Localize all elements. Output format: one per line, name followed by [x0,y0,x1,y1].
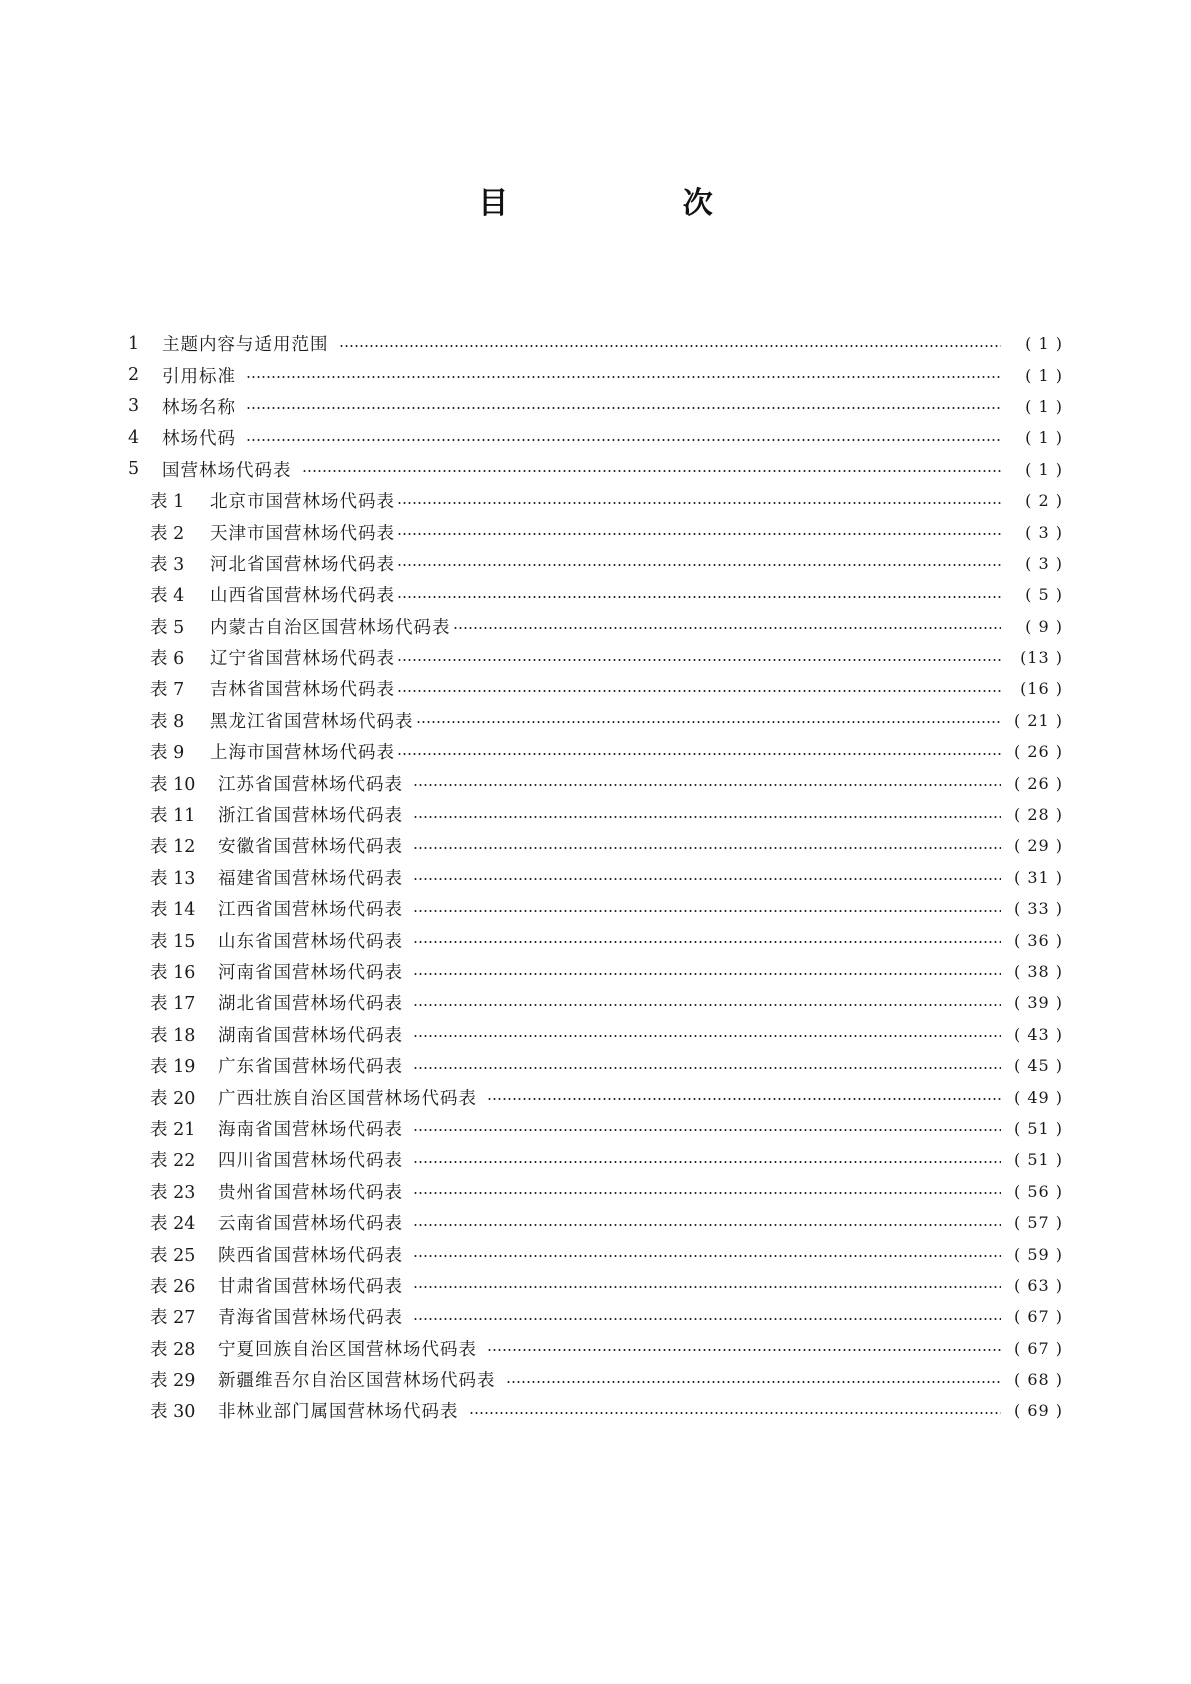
dot-leader [397,502,1001,504]
toc-table-label: 广西壮族自治区国营林场代码表 [218,1088,477,1109]
toc-table-number: 表 21 [150,1119,196,1140]
toc-entry-number: 4 [128,427,140,448]
toc-table-entry[interactable] [128,516,1063,547]
toc-entry-label: 林场名称 [162,397,236,418]
toc-table-number: 表 2 [150,523,185,544]
toc-table-entry[interactable] [128,862,1063,893]
toc-table-page: ( 67 ) [1013,1307,1063,1327]
toc-table-number: 表 14 [150,900,196,921]
toc-table-number: 表 10 [150,774,196,795]
toc-table-page: ( 33 ) [1013,899,1063,919]
toc-table-page: ( 36 ) [1013,930,1063,950]
dot-leader [413,878,1001,880]
toc-table-page: ( 2 ) [1025,491,1063,511]
toc-table-page: ( 9 ) [1025,616,1063,636]
toc-table-page: ( 38 ) [1013,962,1063,981]
dot-leader [413,1129,1001,1131]
toc-table-page: (13 ) [1020,648,1063,668]
toc-table-entry[interactable] [128,736,1063,767]
dot-leader [413,941,1001,943]
toc-table-page: ( 29 ) [1013,836,1063,856]
toc-table-page: ( 39 ) [1013,993,1063,1013]
dot-leader [246,407,1001,409]
toc-table-page: ( 69 ) [1013,1401,1063,1421]
table-of-contents [128,328,1063,1427]
toc-table-page: ( 59 ) [1013,1244,1063,1264]
toc-table-entry[interactable] [128,830,1063,861]
toc-entry-page: ( 1 ) [1025,459,1063,479]
toc-entry-label: 国营林场代码表 [162,460,292,481]
toc-table-number: 表 6 [150,649,185,670]
toc-table-page: ( 26 ) [1013,773,1063,793]
toc-table-entry[interactable] [128,1333,1063,1364]
toc-table-number: 表 4 [150,586,185,607]
toc-table-number: 表 11 [150,806,196,827]
toc-table-entry[interactable] [128,893,1063,924]
toc-table-label: 湖北省国营林场代码表 [218,994,403,1015]
toc-table-label: 湖南省国营林场代码表 [218,1025,403,1046]
dot-leader [397,690,1001,692]
toc-entry-page: ( 1 ) [1025,365,1063,385]
toc-entry[interactable] [128,328,1063,359]
toc-table-entry[interactable] [128,579,1063,610]
toc-table-label: 青海省国营林场代码表 [218,1308,403,1329]
toc-table-label: 陕西省国营林场代码表 [218,1245,403,1266]
dot-leader [487,1098,1001,1100]
toc-table-label: 黑龙江省国营林场代码表 [210,711,414,732]
toc-table-number: 表 19 [150,1057,196,1078]
toc-table-label: 浙江省国营林场代码表 [218,806,403,827]
dot-leader [397,753,1001,755]
page-title: 目 次 [478,186,795,221]
dot-leader [469,1412,1002,1414]
dot-leader [487,1349,1001,1351]
toc-table-entry[interactable] [128,1395,1063,1426]
toc-entry-number: 5 [128,459,140,480]
toc-table-page: ( 28 ) [1013,805,1063,825]
dot-leader [413,784,1001,786]
toc-table-label: 宁夏回族自治区国营林场代码表 [218,1339,477,1360]
toc-table-page: ( 51 ) [1013,1150,1063,1170]
toc-table-number: 表 15 [150,931,196,952]
dot-leader [339,345,1002,347]
toc-table-entry[interactable] [128,924,1063,955]
toc-table-entry[interactable] [128,1050,1063,1081]
toc-table-number: 表 22 [150,1151,196,1172]
toc-table-number: 表 29 [150,1371,196,1392]
toc-table-page: ( 51 ) [1013,1118,1063,1138]
toc-entry-label: 引用标准 [162,366,236,387]
dot-leader [413,973,1001,975]
toc-table-number: 表 26 [150,1276,196,1297]
toc-table-page: ( 68 ) [1013,1370,1063,1390]
dot-leader [397,659,1001,661]
toc-table-label: 非林业部门属国营林场代码表 [218,1402,459,1423]
toc-table-entry[interactable] [128,485,1063,516]
toc-table-number: 表 5 [150,617,185,638]
dot-leader [397,596,1001,598]
toc-table-entry[interactable] [128,1113,1063,1144]
dot-leader [453,627,1002,629]
toc-table-label: 福建省国营林场代码表 [218,868,403,889]
dot-leader [413,1004,1001,1006]
toc-table-label: 甘肃省国营林场代码表 [218,1276,403,1297]
toc-table-number: 表 18 [150,1025,196,1046]
toc-table-page: ( 31 ) [1013,867,1063,887]
toc-entry-page: ( 1 ) [1025,396,1063,416]
toc-table-number: 表 1 [150,492,185,513]
toc-entry-number: 2 [128,365,140,386]
toc-table-label: 江西省国营林场代码表 [218,900,403,921]
toc-table-label: 广东省国营林场代码表 [218,1057,403,1078]
toc-table-entry[interactable] [128,705,1063,736]
toc-table-label: 辽宁省国营林场代码表 [210,649,395,670]
toc-table-page: ( 26 ) [1013,742,1063,762]
toc-table-label: 河北省国营林场代码表 [210,554,395,575]
dot-leader [246,439,1001,441]
dot-leader [413,1161,1001,1163]
toc-table-page: ( 3 ) [1025,553,1063,573]
dot-leader [416,721,1002,723]
dot-leader [413,1035,1001,1037]
toc-table-number: 表 27 [150,1308,196,1329]
dot-leader [413,816,1001,818]
toc-table-page: ( 45 ) [1013,1056,1063,1076]
toc-table-number: 表 13 [150,868,196,889]
toc-table-label: 北京市国营林场代码表 [210,492,395,513]
toc-table-entry[interactable] [128,799,1063,830]
toc-table-entry[interactable] [128,1019,1063,1050]
dot-leader [397,564,1001,566]
toc-entry[interactable] [128,454,1063,485]
toc-table-entry[interactable] [128,1364,1063,1395]
toc-entry-label: 林场代码 [162,429,236,450]
toc-table-label: 新疆维吾尔自治区国营林场代码表 [218,1371,496,1392]
toc-table-entry[interactable] [128,1270,1063,1301]
toc-table-page: ( 43 ) [1013,1024,1063,1044]
toc-table-label: 云南省国营林场代码表 [218,1214,403,1235]
toc-table-entry[interactable] [128,548,1063,579]
toc-table-entry[interactable] [128,1144,1063,1175]
toc-table-number: 表 12 [150,837,196,858]
toc-entry-page: ( 1 ) [1025,428,1063,448]
toc-entry[interactable] [128,422,1063,453]
dot-leader [413,910,1001,912]
toc-table-page: ( 56 ) [1013,1181,1063,1201]
toc-table-label: 内蒙古自治区国营林场代码表 [210,617,451,638]
toc-table-label: 河南省国营林场代码表 [218,963,403,983]
toc-table-number: 表 28 [150,1339,196,1360]
dot-leader [413,1067,1001,1069]
toc-table-label: 江苏省国营林场代码表 [218,774,403,795]
toc-table-entry[interactable] [128,987,1063,1018]
toc-table-number: 表 30 [150,1402,196,1423]
dot-leader [413,1224,1001,1226]
toc-table-label: 天津市国营林场代码表 [210,523,395,544]
dot-leader [413,1192,1001,1194]
dot-leader [413,1286,1001,1288]
toc-entry-label: 主题内容与适用范围 [162,335,329,356]
dot-leader [413,1255,1001,1257]
toc-table-number: 表 23 [150,1182,196,1203]
toc-table-number: 表 24 [150,1214,196,1235]
toc-table-page: ( 5 ) [1025,585,1063,605]
toc-table-number: 表 16 [150,963,196,983]
toc-table-entry[interactable] [128,1238,1063,1269]
toc-table-entry[interactable] [128,1176,1063,1207]
toc-table-page: ( 57 ) [1013,1213,1063,1233]
dot-leader [506,1381,1002,1383]
dot-leader [413,1318,1001,1320]
toc-table-entry[interactable] [128,1081,1063,1112]
toc-table-entry[interactable] [128,673,1063,704]
toc-table-entry[interactable] [128,642,1063,673]
toc-table-entry[interactable] [128,956,1063,987]
toc-table-label: 安徽省国营林场代码表 [218,837,403,858]
toc-entry-number: 3 [128,396,140,417]
toc-table-page: ( 49 ) [1013,1087,1063,1107]
toc-table-entry[interactable] [128,1301,1063,1332]
toc-table-label: 贵州省国营林场代码表 [218,1182,403,1203]
toc-table-page: (16 ) [1020,679,1063,699]
toc-table-number: 表 17 [150,994,196,1015]
toc-table-entry[interactable] [128,767,1063,798]
toc-table-label: 吉林省国营林场代码表 [210,680,395,701]
toc-entry-number: 1 [128,333,140,354]
toc-entry-page: ( 1 ) [1025,334,1063,354]
toc-table-number: 表 25 [150,1245,196,1266]
toc-table-entry[interactable] [128,611,1063,642]
toc-table-number: 表 7 [150,680,185,701]
toc-table-number: 表 20 [150,1088,196,1109]
toc-entry[interactable] [128,391,1063,422]
toc-table-label: 上海市国营林场代码表 [210,743,395,764]
toc-table-label: 四川省国营林场代码表 [218,1151,403,1172]
dot-leader [302,470,1002,472]
toc-table-page: ( 67 ) [1013,1338,1063,1358]
dot-leader [246,376,1001,378]
toc-table-number: 表 3 [150,554,185,575]
dot-leader [397,533,1001,535]
dot-leader [413,847,1001,849]
toc-table-entry[interactable] [128,1207,1063,1238]
toc-table-label: 山东省国营林场代码表 [218,931,403,952]
toc-table-label: 山西省国营林场代码表 [210,586,395,607]
toc-table-number: 表 9 [150,743,185,764]
toc-table-page: ( 3 ) [1025,522,1063,542]
toc-entry[interactable] [128,359,1063,390]
toc-table-page: ( 63 ) [1013,1275,1063,1295]
toc-table-number: 表 8 [150,711,185,732]
toc-table-label: 海南省国营林场代码表 [218,1119,403,1140]
toc-table-page: ( 21 ) [1013,710,1063,730]
